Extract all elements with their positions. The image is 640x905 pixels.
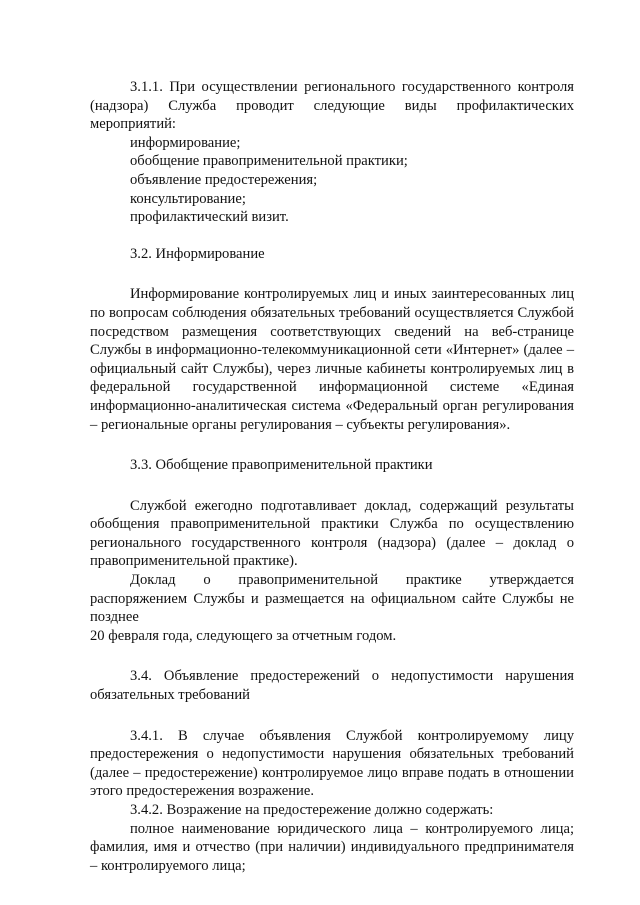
section-heading-3-4: 3.4. Объявление предостережений о недопустимости нарушения обязательных требований (90, 668, 574, 704)
list-item: консультирование; (130, 190, 246, 207)
paragraph-3-3-c: 20 февраля года, следующего за отчетным годом. (90, 627, 397, 644)
paragraph-3-4-1: 3.4.1. В случае объявления Службой контролируемому лицу предостережения о недопустимости нарушения обязательных требований (далее – предостережение) контролируемое лицо вправе подать в отношении этого предостережения возражение. (90, 727, 574, 800)
document-body (90, 78, 574, 875)
list-item: обобщение правоприменительной практики; (130, 153, 408, 170)
list-item: информирование; (130, 134, 241, 151)
paragraph-3-4-2-item: полное наименование юридического лица – контролируемого лица; фамилия, имя и отчество (при наличии) индивидуального предпринимателя – контролируемого лица; (90, 820, 574, 874)
section-heading-3-3: 3.3. Обобщение правоприменительной практики (130, 457, 433, 474)
list-item: профилактический визит. (130, 209, 289, 226)
measures-list (90, 134, 574, 227)
paragraph-3-3-a: Службой ежегодно подготавливает доклад, содержащий результаты обобщения правоприменительной практики Служба по осуществлению регионального государственного контроля (надзора) (далее – доклад о правоприменительной практике). (90, 497, 574, 570)
list-item: объявление предостережения; (130, 171, 318, 188)
paragraph-3-2: Информирование контролируемых лиц и иных заинтересованных лиц по вопросам соблюдения обязательных требований осуществляется Службой посредством размещения соответствующих сведений на веб-странице Службы в информационно-телекоммуникационной сети «Интернет» (далее – официальный сайт Службы), через личные кабинеты контролируемых лиц в федеральной государственной информационной системе «Единая информационно-аналитическая система «Федеральный орган регулирования – региональные органы регулирования – субъекты регулирования». (90, 286, 574, 433)
paragraph-3-1-1: 3.1.1. При осуществлении регионального государственного контроля (надзора) Служба проводит следующие виды профилактических мероприятий: (90, 79, 574, 133)
section-heading-3-2: 3.2. Информирование (130, 245, 265, 262)
paragraph-3-4-2: 3.4.2. Возражение на предостережение должно содержать: (130, 802, 494, 818)
paragraph-3-3-b: Доклад о правоприменительной практике утверждается распоряжением Службы и размещается на официальном сайте Службы не позднее (90, 572, 574, 626)
